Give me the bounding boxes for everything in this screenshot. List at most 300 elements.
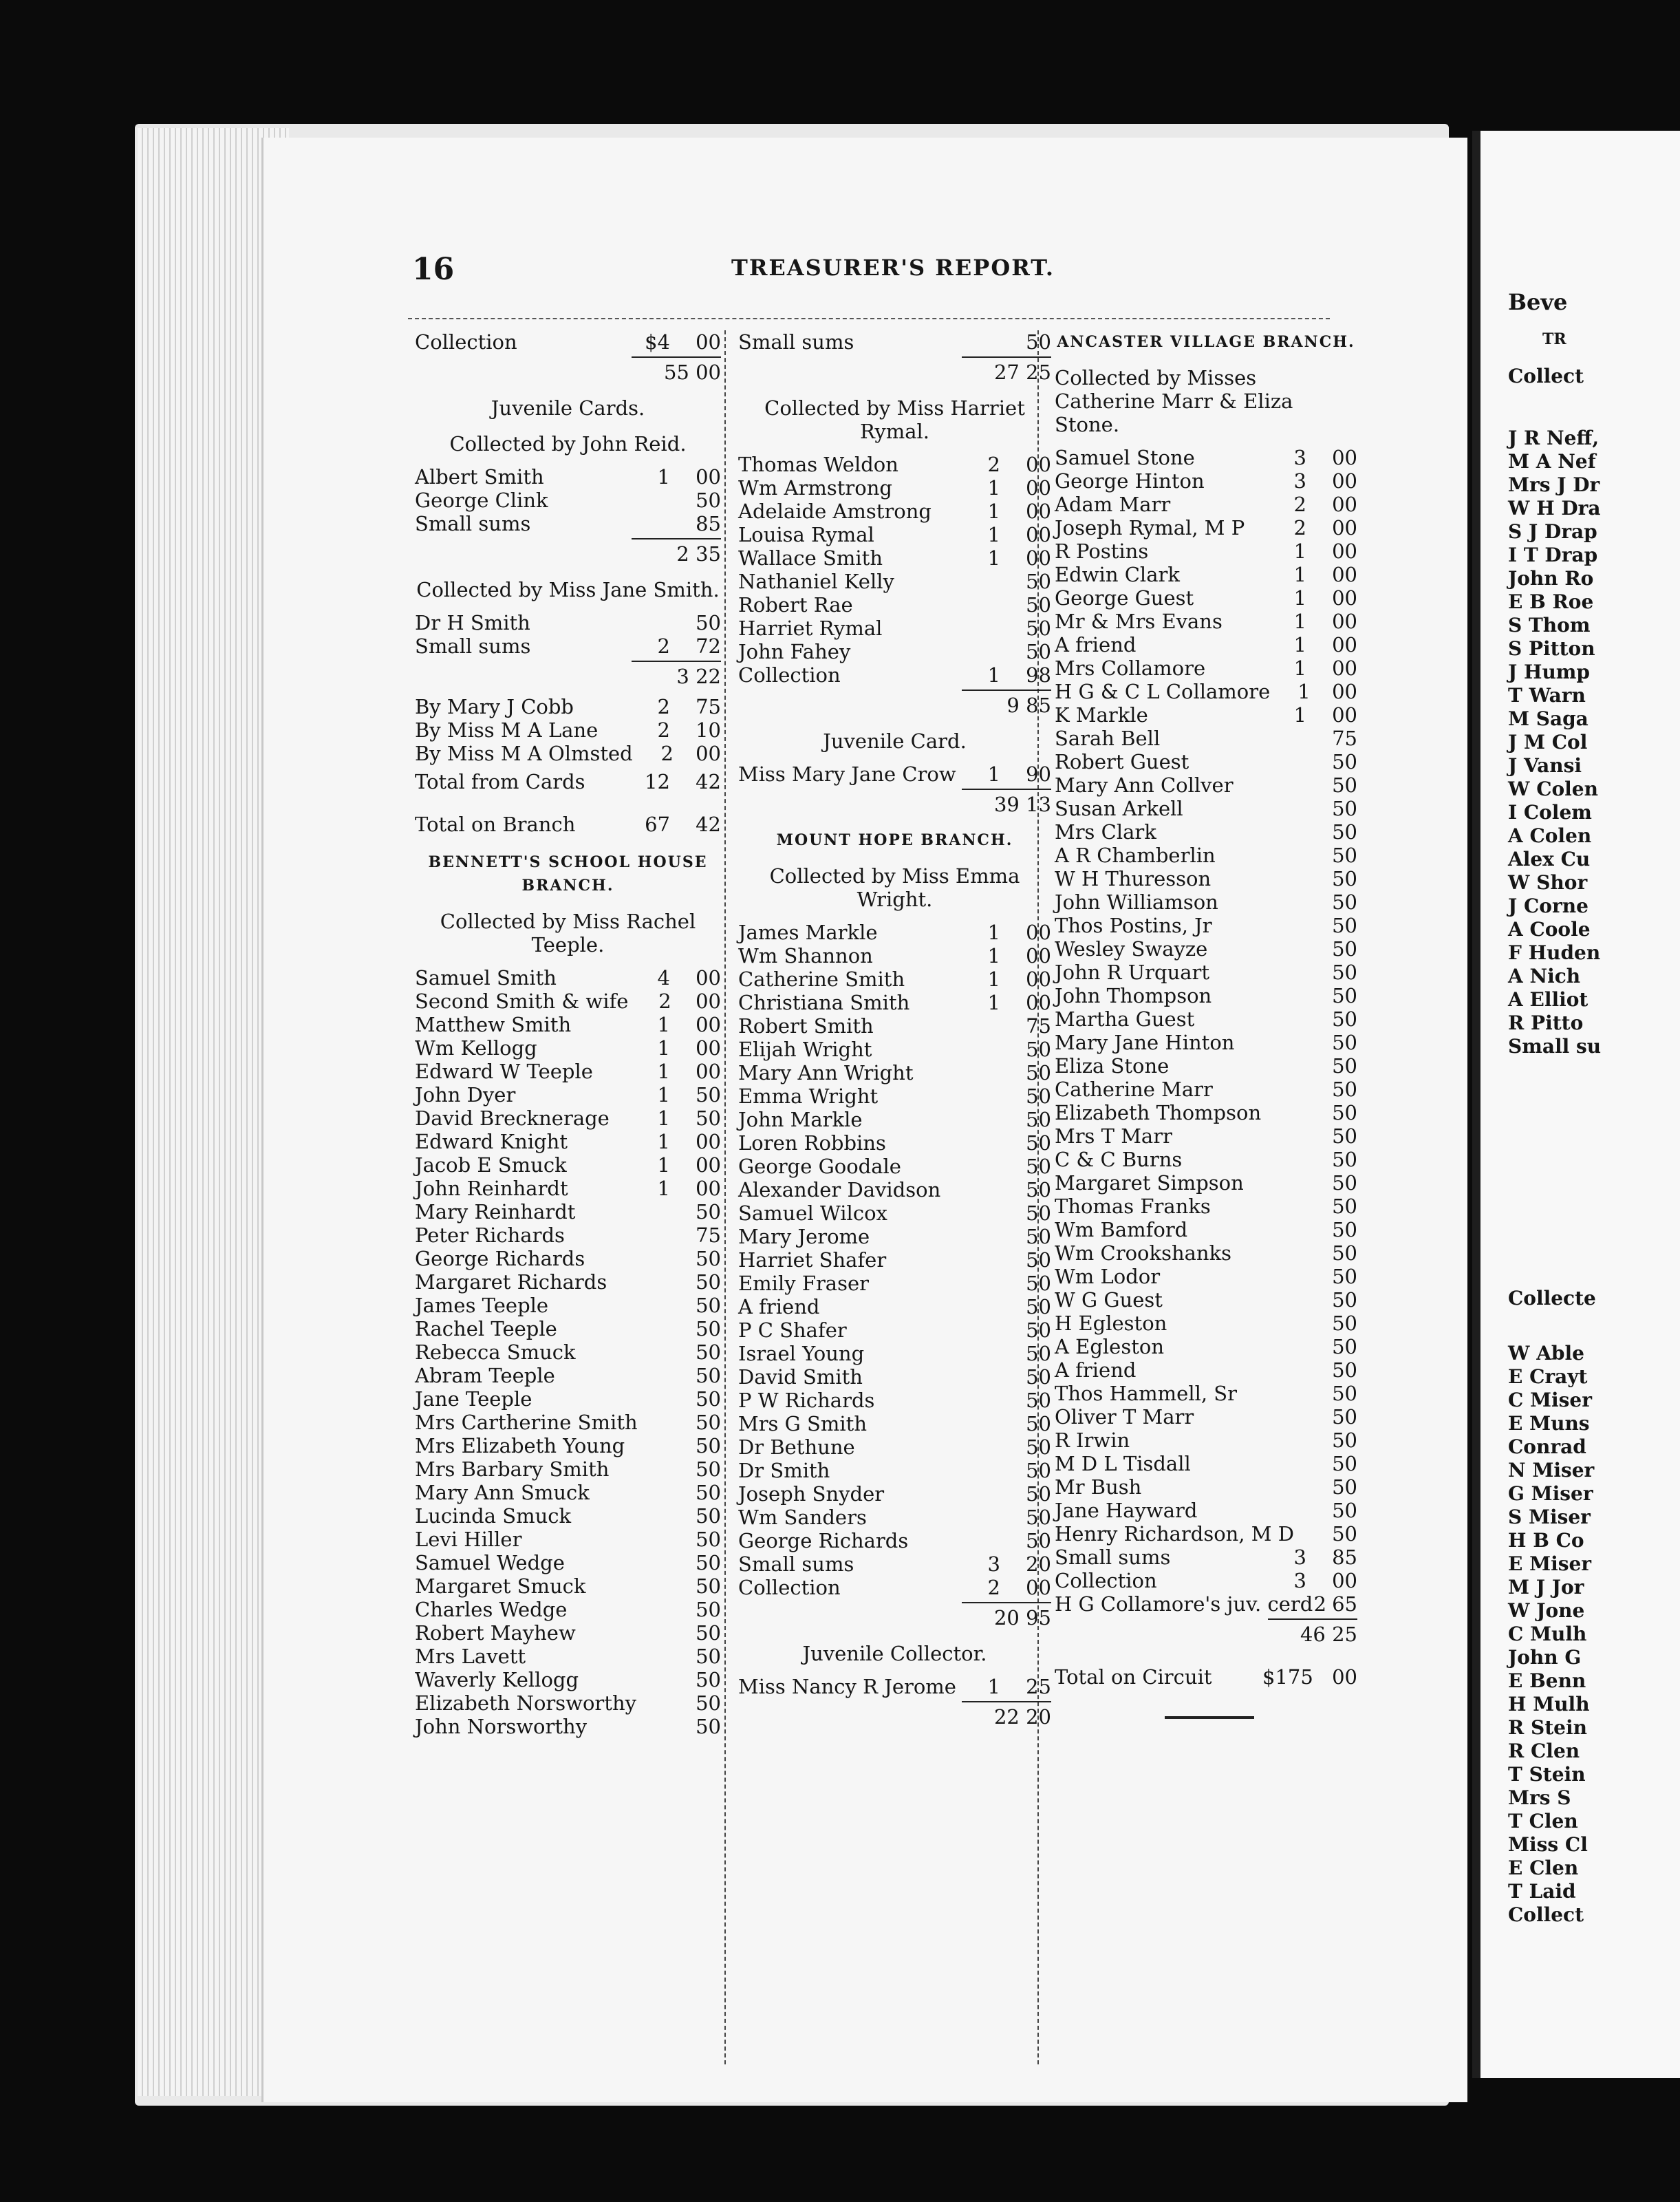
list-item: [1055, 1124, 1357, 1148]
contributor-name: Thomas Franks: [1055, 1195, 1211, 1218]
amount-cents: 00: [696, 330, 721, 354]
list-item: [738, 921, 1051, 944]
contributor-name: Margaret Simpson: [1055, 1171, 1244, 1195]
amount-cents: 50: [1026, 1412, 1051, 1435]
list-item: Miss Mary Jane Crow 1 90: [738, 762, 1051, 786]
list-item: [738, 617, 1051, 640]
entry-list: [1055, 446, 1357, 1616]
amount-cents: 50: [696, 1457, 721, 1481]
contributor-name: Elizabeth Norsworthy: [415, 1691, 637, 1715]
amount-cents: 00: [1026, 476, 1051, 500]
amount-cents: 50: [1026, 1155, 1051, 1178]
entry-list: [415, 611, 721, 658]
list-item: [415, 966, 721, 990]
list-item: Miss Nancy R Jerome 1 25: [738, 1675, 1051, 1698]
facing-page-line: Collect: [1508, 1903, 1584, 1926]
contributor-name: Small sums: [738, 1552, 854, 1576]
amount-cents: 50: [1026, 1061, 1051, 1084]
column-3: [1055, 330, 1357, 1719]
contributor-name: W H Thuresson: [1055, 867, 1211, 890]
amount-cents: 00: [1332, 680, 1357, 703]
facing-page-line: I T Drap: [1508, 544, 1598, 566]
list-item: [738, 1342, 1051, 1365]
facing-page-line: S Pitton: [1508, 637, 1595, 660]
list-item: [738, 1459, 1051, 1482]
contributor-name: Rachel Teeple: [415, 1317, 557, 1340]
amount-cents: 50: [1026, 1529, 1051, 1552]
amount-cents: 50: [696, 1364, 721, 1387]
list-item: [738, 476, 1051, 500]
list-item: [738, 1365, 1051, 1389]
list-item: [415, 1528, 721, 1551]
contributor-name: Second Smith & wife: [415, 990, 629, 1013]
contributor-name: A friend: [1055, 1358, 1137, 1382]
contributor-name: Collection: [415, 330, 517, 354]
list-item: [738, 663, 1051, 687]
list-item: [415, 1504, 721, 1528]
amount-cents: 00: [696, 742, 721, 765]
contributor-name: A friend: [738, 1295, 820, 1318]
facing-page-line: Mrs J Dr: [1508, 473, 1600, 496]
amount-cents: 50: [696, 1083, 721, 1107]
list-item: [415, 695, 721, 718]
amount-dollars: 1: [987, 991, 1000, 1014]
list-item: [1055, 984, 1357, 1007]
facing-page-line: J Hump: [1508, 661, 1591, 683]
contributor-name: Margaret Smuck: [415, 1574, 586, 1598]
list-item: [738, 1576, 1051, 1599]
list-item: [738, 1061, 1051, 1084]
list-item: [415, 330, 721, 354]
amount-dollars: 1: [657, 1153, 670, 1177]
contributor-name: Israel Young: [738, 1342, 865, 1365]
amount-cents: 50: [1026, 1318, 1051, 1342]
amount-cents: 00: [696, 1036, 721, 1060]
contributor-name: Wesley Swayze: [1055, 937, 1208, 961]
amount-cents: 50: [1026, 1084, 1051, 1108]
amount-cents: 50: [1332, 1218, 1357, 1241]
list-item: [415, 1551, 721, 1574]
facing-page-line: H Mulh: [1508, 1693, 1590, 1715]
amount-cents: 50: [1332, 914, 1357, 937]
contributor-name: Mary Ann Wright: [738, 1061, 914, 1084]
amount-cents: 00: [696, 1130, 721, 1153]
contributor-name: Harriet Shafer: [738, 1248, 887, 1272]
report-page: [261, 138, 1467, 2102]
contributor-name: Robert Guest: [1055, 750, 1189, 773]
subtotal: 20 95: [738, 1602, 1051, 1629]
contributor-name: John Fahey: [738, 640, 851, 663]
amount-cents: 00: [1026, 991, 1051, 1014]
amount-cents: 00: [1026, 546, 1051, 570]
branch-heading: MOUNT HOPE BRANCH.: [776, 831, 1013, 849]
contributor-name: Robert Mayhew: [415, 1621, 576, 1645]
amount-dollars: 1: [987, 546, 1000, 570]
contributor-name: David Brecknerage: [415, 1107, 610, 1130]
list-item: [738, 546, 1051, 570]
list-item: [415, 1060, 721, 1083]
list-item: [1055, 1358, 1357, 1382]
amount-cents: 00: [1332, 469, 1357, 493]
list-item: [738, 1295, 1051, 1318]
amount-cents: 00: [1332, 516, 1357, 539]
facing-page-line: Alex Cu: [1508, 848, 1591, 870]
amount-cents: 00: [1332, 586, 1357, 610]
total-from-cards: Total from Cards 12 42: [415, 770, 721, 793]
amount-cents: 50: [1332, 820, 1357, 844]
list-item: [415, 718, 721, 742]
amount-dollars: 1: [1293, 610, 1306, 633]
list-item: [1055, 586, 1357, 610]
amount-cents: 75: [696, 1223, 721, 1247]
facing-page-line: M J Jor: [1508, 1576, 1584, 1599]
subtotal: 55 00: [415, 356, 721, 384]
amount-cents: 00: [1332, 1569, 1357, 1592]
column-2: [738, 330, 1051, 1735]
amount-cents: 00: [696, 465, 721, 489]
amount-cents: 50: [696, 1691, 721, 1715]
amount-cents: 00: [1026, 523, 1051, 546]
contributor-name: K Markle: [1055, 703, 1148, 727]
list-item: [1055, 1312, 1357, 1335]
list-item: [415, 1411, 721, 1434]
amount-cents: 00: [696, 990, 721, 1013]
contributor-name: John Markle: [738, 1108, 863, 1131]
amount-dollars: 3: [1293, 469, 1306, 493]
facing-page-line: N Miser: [1508, 1459, 1595, 1482]
contributor-name: Edwin Clark: [1055, 563, 1180, 586]
amount-cents: 50: [1026, 1459, 1051, 1482]
entry-list: [738, 453, 1051, 687]
amount-dollars: 1: [657, 1013, 670, 1036]
contributor-name: Waverly Kellogg: [415, 1668, 579, 1691]
contributor-name: Mrs Collamore: [1055, 656, 1206, 680]
list-item: [1055, 516, 1357, 539]
amount-cents: 50: [1332, 1124, 1357, 1148]
list-item: [738, 1225, 1051, 1248]
subtotal: 3 22: [415, 661, 721, 688]
contributor-name: George Clink: [415, 489, 548, 512]
list-item: [1055, 1148, 1357, 1171]
amount-cents: 50: [1332, 773, 1357, 797]
amount-cents: 50: [1332, 1499, 1357, 1522]
contributor-name: Jacob E Smuck: [415, 1153, 567, 1177]
list-item: [738, 1412, 1051, 1435]
amount-cents: 50: [696, 1551, 721, 1574]
amount-dollars: 3: [1293, 1546, 1306, 1569]
amount-cents: 50: [1332, 1265, 1357, 1288]
amount-cents: 50: [1332, 1288, 1357, 1312]
contributor-name: Jane Hayward: [1055, 1499, 1198, 1522]
contributor-name: H Egleston: [1055, 1312, 1167, 1335]
list-item: [415, 489, 721, 512]
amount-dollars: 1: [987, 500, 1000, 523]
facing-page-line: G Miser: [1508, 1482, 1593, 1505]
amount-cents: 50: [1332, 1522, 1357, 1546]
contributor-name: Mrs Lavett: [415, 1645, 526, 1668]
amount-dollars: 1: [657, 1083, 670, 1107]
facing-page-collect-heading: Collecte: [1508, 1287, 1596, 1310]
amount-cents: 50: [1332, 1078, 1357, 1101]
amount-cents: 50: [1332, 1358, 1357, 1382]
list-item: [415, 1083, 721, 1107]
list-item: [1055, 656, 1357, 680]
contributor-name: Wm Sanders: [738, 1506, 867, 1529]
facing-page-line: M A Nef: [1508, 450, 1596, 473]
amount-cents: 20: [1026, 1552, 1051, 1576]
contributor-name: Samuel Wedge: [415, 1551, 565, 1574]
list-item: [415, 1200, 721, 1223]
list-item: [738, 1506, 1051, 1529]
list-item: [1055, 1335, 1357, 1358]
contributor-name: Wm Bamford: [1055, 1218, 1188, 1241]
contributor-name: Christiana Smith: [738, 991, 910, 1014]
amount-cents: 50: [1332, 1312, 1357, 1335]
list-item: [738, 1529, 1051, 1552]
subtotal: 27 25: [738, 356, 1051, 384]
contributor-name: Wm Crookshanks: [1055, 1241, 1232, 1265]
list-item: [1055, 1522, 1357, 1546]
amount-cents: 50: [1332, 984, 1357, 1007]
amount-dollars: 1: [1293, 586, 1306, 610]
subtotal: 46 25: [1055, 1618, 1357, 1646]
list-item: [415, 1715, 721, 1738]
list-item: [738, 640, 1051, 663]
contributor-name: Wm Shannon: [738, 944, 873, 968]
amount-cents: 50: [1026, 1201, 1051, 1225]
facing-page-line: Small su: [1508, 1035, 1602, 1058]
amount-cents: 65: [1332, 1592, 1357, 1616]
page-number: 16: [412, 252, 455, 287]
amount-dollars: 3: [1293, 1569, 1306, 1592]
contributor-name: Mrs Barbary Smith: [415, 1457, 610, 1481]
list-item: [1055, 680, 1357, 703]
collector-heading: Collected by Miss Harriet Rymal.: [764, 396, 1025, 443]
contributor-name: Mr Bush: [1055, 1475, 1142, 1499]
facing-page-line: John G: [1508, 1646, 1582, 1669]
list-item: [415, 1481, 721, 1504]
facing-page-line: W Shor: [1508, 871, 1588, 894]
amount-cents: 50: [1332, 937, 1357, 961]
contributor-name: Mrs Elizabeth Young: [415, 1434, 625, 1457]
amount-dollars: 1: [1293, 563, 1306, 586]
list-item: [1055, 1241, 1357, 1265]
amount-cents: 50: [1332, 1054, 1357, 1078]
amount-cents: 50: [696, 1434, 721, 1457]
contributor-name: Mary Ann Collver: [1055, 773, 1234, 797]
amount-dollars: 3: [1293, 446, 1306, 469]
list-item: [415, 990, 721, 1013]
amount-cents: 00: [1026, 968, 1051, 991]
list-item: [1055, 1569, 1357, 1592]
contributor-name: Loren Robbins: [738, 1131, 886, 1155]
amount-cents: 75: [696, 695, 721, 718]
list-item: [1055, 1405, 1357, 1429]
amount-cents: 00: [696, 1177, 721, 1200]
contributor-name: Alexander Davidson: [738, 1178, 941, 1201]
contributor-name: Thos Postins, Jr: [1055, 914, 1212, 937]
contributor-name: Sarah Bell: [1055, 727, 1161, 750]
amount-cents: 50: [1026, 1038, 1051, 1061]
amount-cents: 00: [1026, 944, 1051, 968]
amount-dollars: 2: [987, 453, 1000, 476]
amount-cents: 50: [1026, 1342, 1051, 1365]
amount-cents: 50: [1026, 1178, 1051, 1201]
contributor-name: Eliza Stone: [1055, 1054, 1170, 1078]
contributor-name: John Williamson: [1055, 890, 1218, 914]
contributor-name: Joseph Snyder: [738, 1482, 885, 1506]
amount-cents: 00: [1332, 633, 1357, 656]
entry-list: [738, 330, 1051, 354]
amount-cents: 00: [696, 1060, 721, 1083]
amount-cents: 50: [696, 1528, 721, 1551]
contributor-name: Catherine Marr: [1055, 1078, 1213, 1101]
list-item: [738, 1272, 1051, 1295]
contributor-name: Harriet Rymal: [738, 617, 883, 640]
list-item: [1055, 1195, 1357, 1218]
contributor-name: M D L Tisdall: [1055, 1452, 1191, 1475]
facing-page-line: Conrad: [1508, 1435, 1586, 1458]
contributor-name: Louisa Rymal: [738, 523, 874, 546]
contributor-name: P W Richards: [738, 1389, 875, 1412]
contributor-name: Robert Rae: [738, 593, 853, 617]
contributor-name: Mary Ann Smuck: [415, 1481, 590, 1504]
contributor-name: H G Collamore's juv. cerd: [1055, 1592, 1313, 1616]
amount-cents: 50: [1026, 1272, 1051, 1295]
amount-cents: 00: [1026, 500, 1051, 523]
amount-dollars: 1: [657, 465, 670, 489]
amount-dollars: 2: [657, 718, 670, 742]
amount-cents: 50: [1332, 1429, 1357, 1452]
contributor-name: Edward W Teeple: [415, 1060, 593, 1083]
list-item: [1055, 1101, 1357, 1124]
contributor-name: A Egleston: [1055, 1335, 1165, 1358]
contributor-name: John Reinhardt: [415, 1177, 568, 1200]
amount-cents: 50: [1332, 867, 1357, 890]
list-item: [738, 1318, 1051, 1342]
facing-page-line: F Huden: [1508, 941, 1601, 964]
facing-page-line: T Laid: [1508, 1880, 1576, 1903]
contributor-name: Henry Richardson, M D: [1055, 1522, 1294, 1546]
contributor-name: Emma Wright: [738, 1084, 879, 1108]
amount-cents: 98: [1026, 663, 1051, 687]
contributor-name: David Smith: [738, 1365, 863, 1389]
facing-page-line: W Able: [1508, 1342, 1584, 1365]
facing-page-line: W Colen: [1508, 778, 1598, 800]
contributor-name: Adam Marr: [1055, 493, 1171, 516]
amount-cents: 50: [696, 1107, 721, 1130]
amount-cents: 50: [1026, 1295, 1051, 1318]
contributor-name: Robert Smith: [738, 1014, 874, 1038]
amount-cents: 00: [1332, 656, 1357, 680]
contributor-name: H G & C L Collamore: [1055, 680, 1271, 703]
amount-cents: 50: [696, 1574, 721, 1598]
facing-page-line: J R Neff,: [1508, 427, 1600, 449]
list-item: [1055, 1265, 1357, 1288]
list-item: [415, 1177, 721, 1200]
contributor-name: John Thompson: [1055, 984, 1212, 1007]
contributor-name: James Markle: [738, 921, 878, 944]
list-item: [1055, 914, 1357, 937]
contributor-name: Oliver T Marr: [1055, 1405, 1194, 1429]
amount-cents: 50: [696, 1598, 721, 1621]
amount-dollars: 2: [1293, 493, 1306, 516]
facing-page-collect-heading: Collect: [1508, 365, 1584, 387]
section-heading: Juvenile Cards.: [491, 396, 645, 420]
contributor-name: John Dyer: [415, 1083, 516, 1107]
facing-page-line: S J Drap: [1508, 520, 1597, 543]
amount-cents: 50: [1026, 593, 1051, 617]
collector-heading: Collected by Miss Rachel Teeple.: [440, 910, 696, 956]
list-item: [738, 968, 1051, 991]
amount-cents: 50: [1026, 640, 1051, 663]
list-item: [738, 1435, 1051, 1459]
contributor-name: Mr & Mrs Evans: [1055, 610, 1223, 633]
amount-cents: 50: [1026, 570, 1051, 593]
facing-page-line: John Ro: [1508, 567, 1594, 590]
list-item: [738, 1108, 1051, 1131]
amount-cents: 50: [696, 1247, 721, 1270]
amount-cents: 85: [696, 512, 721, 535]
amount-cents: 00: [696, 1013, 721, 1036]
facing-page: [1472, 131, 1680, 2078]
entry-list: [738, 921, 1051, 1599]
list-item: [415, 1247, 721, 1270]
amount-dollars: 1: [1293, 539, 1306, 563]
contributor-name: James Teeple: [415, 1294, 549, 1317]
list-item: [1055, 1475, 1357, 1499]
contributor-name: Albert Smith: [415, 465, 544, 489]
contributor-name: Joseph Rymal, M P: [1055, 516, 1245, 539]
amount-cents: 50: [696, 1504, 721, 1528]
contributor-name: R Irwin: [1055, 1429, 1130, 1452]
facing-page-line: A Coole: [1508, 918, 1591, 941]
amount-cents: 50: [1332, 1148, 1357, 1171]
contributor-name: Mrs Clark: [1055, 820, 1156, 844]
amount-cents: 50: [1332, 1335, 1357, 1358]
amount-dollars: 2: [987, 1576, 1000, 1599]
facing-page-line: I Colem: [1508, 801, 1592, 824]
amount-dollars: 2: [657, 695, 670, 718]
list-item: [1055, 1078, 1357, 1101]
section-heading: Juvenile Collector.: [802, 1642, 987, 1665]
facing-page-line: Mrs S: [1508, 1786, 1571, 1809]
list-item: [1055, 469, 1357, 493]
branch-heading: ANCASTER VILLAGE BRANCH.: [1057, 333, 1355, 351]
contributor-name: Wm Lodor: [1055, 1265, 1161, 1288]
list-item: [415, 1223, 721, 1247]
amount-dollars: 1: [657, 1107, 670, 1130]
amount-cents: 50: [696, 1270, 721, 1294]
facing-page-subheading: TR: [1542, 330, 1566, 348]
list-item: [1055, 867, 1357, 890]
contributor-name: Levi Hiller: [415, 1528, 522, 1551]
list-item: [1055, 493, 1357, 516]
contributor-name: By Miss M A Olmsted: [415, 742, 633, 765]
amount-cents: 50: [696, 1317, 721, 1340]
contributor-name: Margaret Richards: [415, 1270, 607, 1294]
list-item: [738, 1155, 1051, 1178]
contributor-name: Elijah Wright: [738, 1038, 872, 1061]
amount-dollars: 1: [657, 1177, 670, 1200]
list-item: [1055, 937, 1357, 961]
header-rule: [408, 318, 1330, 319]
amount-cents: 50: [1026, 1389, 1051, 1412]
contributor-name: By Miss M A Lane: [415, 718, 599, 742]
amount-dollars: 1: [987, 523, 1000, 546]
contributor-name: Collection: [738, 1576, 841, 1599]
contributor-name: Small sums: [415, 634, 531, 658]
